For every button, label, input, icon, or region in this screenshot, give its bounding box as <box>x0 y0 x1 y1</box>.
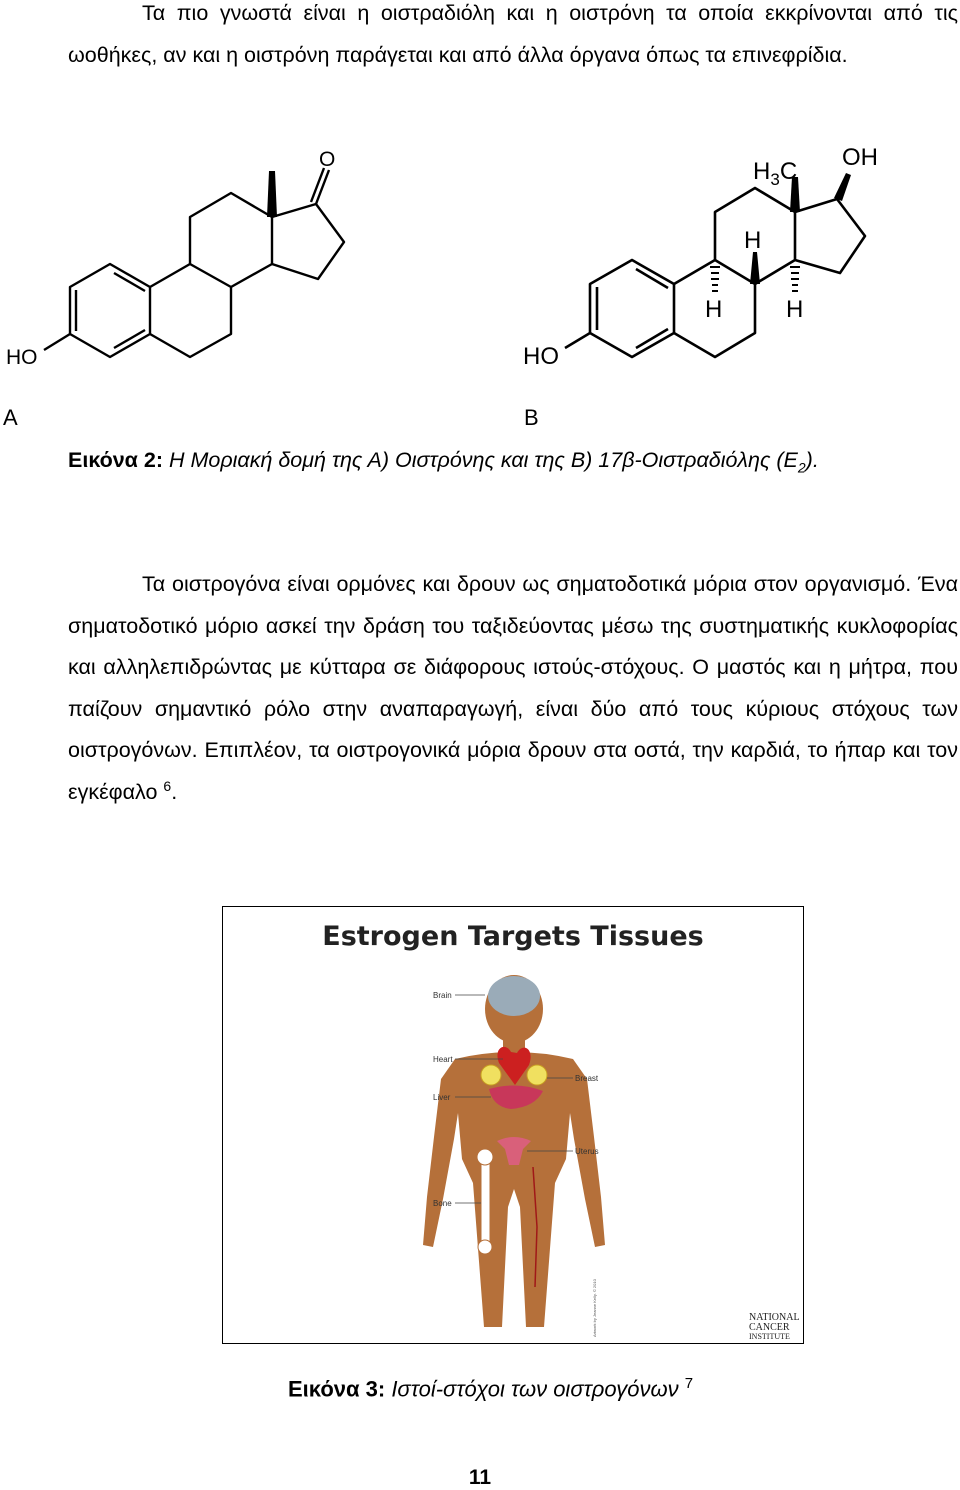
page-number: 11 <box>468 1466 492 1489</box>
body-illustration <box>223 907 804 1344</box>
estrone-structure <box>0 140 360 380</box>
intro-paragraph: Τα πιο γνωστά είναι η οιστραδιόλη και η οιστρόνη τα οποία εκκρίνονται από τις ωοθήκες, αν και η οιστρόνη παράγεται και από άλλα όργανα όπως τα επινεφρίδια. <box>68 1 958 67</box>
label-brain: Brain <box>433 991 452 1000</box>
label-breast: Breast <box>575 1074 599 1083</box>
figure2-caption: Εικόνα 2: Η Μοριακή δομή της Α) Οιστρόνης και της Β) 17β-Οιστραδιόλης $(E_2)$. <box>68 448 819 476</box>
estradiol-structure <box>515 135 915 380</box>
body-paragraph: Τα οιστρογόνα είναι ορμόνες και δρουν ως σηματοδοτικά μόρια στον οργανισμό. Ένα σηματοδοτικό μόριο ασκεί την δράση του ταξιδεύοντας μέσω της συστηματικής κυκλοφορίας και αλληλεπιδρώντας με κύτταρα σε διάφορους ιστούς-στόχους. Ο μαστός και η μήτρα, που παίζουν σημαντικό ρόλο στην αναπαραγωγή, είναι δύο από τους κύριους στόχους των οιστρογόνων. Επιπλέον, τα οιστρογονικά μόρια δρουν στα οστά, την καρδιά, το ήπαρ και τον εγκέφαλο $^6$. <box>68 572 958 804</box>
estradiol-h-top-label: H <box>744 227 762 254</box>
estradiol-h-right-label: H <box>786 296 804 323</box>
estradiol-oh-label: OH <box>842 144 878 171</box>
label-uterus: Uterus <box>575 1147 599 1156</box>
estradiol-ho-label: HO <box>523 343 559 370</box>
svg-text:CANCER: CANCER <box>749 1322 790 1333</box>
estrone-o-label: O <box>319 148 336 171</box>
estrone-ho-label: HO <box>6 346 38 369</box>
svg-text:INSTITUTE: INSTITUTE <box>749 1332 790 1341</box>
estrogen-targets-figure <box>222 906 804 1344</box>
figure3-title: Estrogen Targets Tissues <box>322 921 704 952</box>
estradiol-h3c-label: $H_3C$ <box>753 158 798 189</box>
label-bone: Bone <box>433 1199 452 1208</box>
brain-organ <box>488 976 540 1016</box>
artwork-credit: Artwork by Jeanne Kelly. © 2010 <box>592 1279 597 1337</box>
label-heart: Heart <box>433 1055 453 1064</box>
figure3-caption: Εικόνα 3: Ιστοί-στόχοι των οιστρογόνων $^7$ <box>288 1375 694 1402</box>
estradiol-h-left-label: H <box>705 296 723 323</box>
panel-b-label: B <box>524 405 539 430</box>
label-liver: Liver <box>433 1093 451 1102</box>
panel-a-label: A <box>3 405 18 430</box>
svg-text:NATIONAL: NATIONAL <box>749 1312 800 1323</box>
nci-logo <box>749 1312 800 1341</box>
